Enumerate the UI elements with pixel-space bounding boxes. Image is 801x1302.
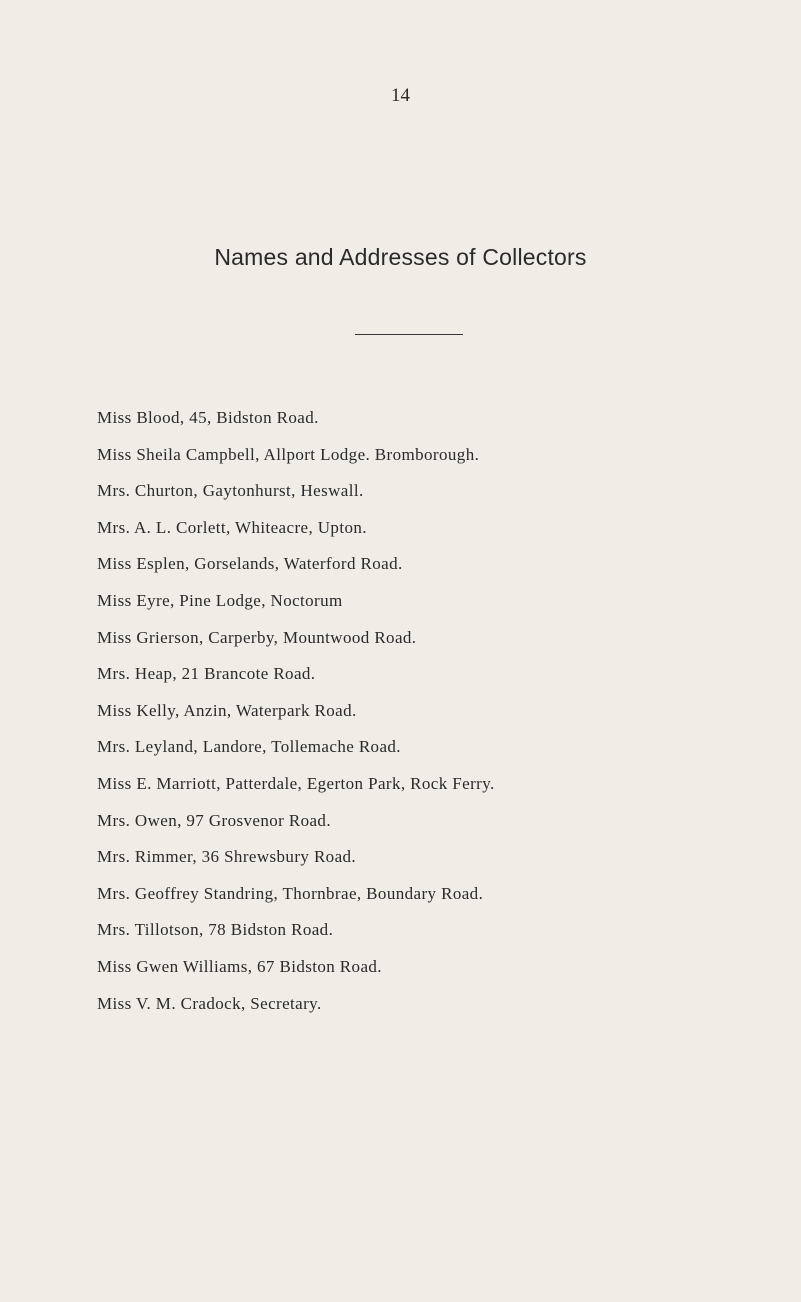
collector-entry: Mrs. Tillotson, 78 Bidston Road. <box>97 920 334 940</box>
collector-entry: Mrs. Geoffrey Standring, Thornbrae, Boundary Road. <box>97 883 484 903</box>
page-number: 14 <box>391 85 410 106</box>
collector-entry: Mrs. Owen, 97 Grosvenor Road. <box>97 810 331 830</box>
collector-entry: Mrs. A. L. Corlett, Whiteacre, Upton. <box>97 517 367 537</box>
collector-entry: Mrs. Heap, 21 Brancote Road. <box>97 664 316 684</box>
collector-entry: Miss Blood, 45, Bidston Road. <box>97 408 319 427</box>
title-divider <box>355 334 463 335</box>
collector-entry: Miss E. Marriott, Patterdale, Egerton Park, Rock Ferry. <box>97 773 495 793</box>
collector-entry: Miss V. M. Cradock, Secretary. <box>97 993 322 1013</box>
collector-entry: Miss Grierson, Carperby, Mountwood Road. <box>97 627 417 647</box>
collector-list <box>97 408 777 1030</box>
collector-entry: Miss Eyre, Pine Lodge, Noctorum <box>97 590 343 610</box>
collector-entry: Miss Kelly, Anzin, Waterpark Road. <box>97 700 357 720</box>
collector-entry: Mrs. Churton, Gaytonhurst, Heswall. <box>97 481 364 501</box>
collector-entry: Mrs. Rimmer, 36 Shrewsbury Road. <box>97 847 357 867</box>
collector-entry: Mrs. Leyland, Landore, Tollemache Road. <box>97 737 401 757</box>
collector-entry: Miss Gwen Williams, 67 Bidston Road. <box>97 956 382 976</box>
collector-entry: Miss Esplen, Gorselands, Waterford Road. <box>97 554 403 574</box>
collector-entry: Miss Sheila Campbell, Allport Lodge. Bromborough. <box>97 444 480 464</box>
page-title: Names and Addresses of Collectors <box>214 244 587 270</box>
